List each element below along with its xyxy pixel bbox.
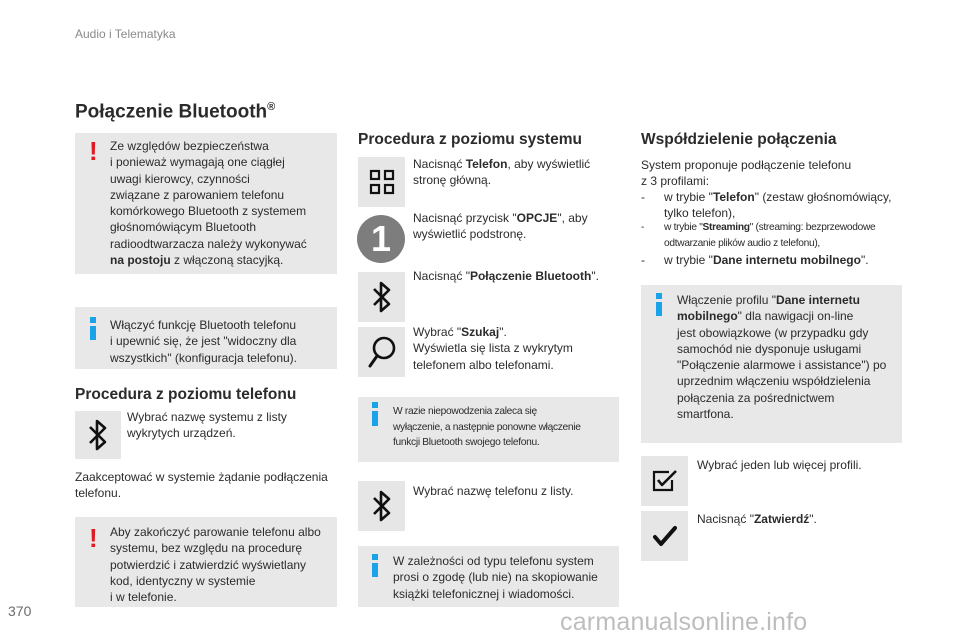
- step-select-profiles-text: Wybrać jeden lub więcej profili.: [697, 458, 862, 472]
- section-title-phone: Procedura z poziomu telefonu: [75, 386, 297, 403]
- bluetooth-icon: [75, 411, 121, 459]
- info-icon: [656, 302, 662, 316]
- page-number: 370: [8, 603, 32, 619]
- step-confirm-text: Nacisnąć "Zatwierdź".: [697, 512, 817, 526]
- section-header: Audio i Telematyka: [75, 27, 176, 41]
- info-icon: [372, 563, 378, 577]
- profile-list-item: - w trybie "Streaming" (streaming: bezprzewodowe odtwarzanie plików audio z telefonu),: [641, 222, 876, 249]
- info-icon: [90, 326, 96, 340]
- step-phone-text: Nacisnąć Telefon, aby wyświetlić stronę główną.: [413, 157, 591, 188]
- step-select-phone-text: Wybrać nazwę telefonu z listy.: [413, 484, 574, 498]
- exclamation-icon: !: [89, 136, 98, 166]
- checkbox-list-icon: [641, 456, 688, 506]
- step-options-text: Nacisnąć przycisk "OPCJE", aby wyświetlić podstronę.: [413, 211, 588, 242]
- page-title: Połączenie Bluetooth®: [75, 101, 276, 123]
- info-icon: [372, 411, 378, 426]
- bluetooth-icon: [358, 481, 405, 531]
- bluetooth-icon: [358, 272, 405, 322]
- info-text-mobile-data: Włączenie profilu "Dane internetu mobilnego" dla nawigacji on-line jest obowiązkowe (w przypadku gdy samochód nie dysponuje usługami "Połączenie alarmowe i assistance") po uprzednim włączeniu współdzielenia połączenia za pośrednictwem smartfona.: [677, 293, 887, 422]
- step-select-system-text: Wybrać nazwę systemu z listy wykrytych urządzeń.: [127, 410, 287, 441]
- warning-text-pairing: Aby zakończyć parowanie telefonu albo systemu, bez względu na procedurę potwierdzić i zatwierdzić wyświetlany kod, identyczny w systemie i w telefonie.: [110, 525, 321, 605]
- info-text-phonebook: W zależności od typu telefonu system prosi o zgodę (lub nie) na skopiowanie książki telefonicznej i wiadomości.: [393, 554, 598, 601]
- step-search-text: Wybrać "Szukaj". Wyświetla się lista z wykrytym telefonem albo telefonami.: [413, 325, 573, 372]
- grid-icon: [358, 157, 405, 207]
- section-title-system: Procedura z poziomu systemu: [358, 131, 582, 148]
- step-bluetooth-connection-text: Nacisnąć "Połączenie Bluetooth".: [413, 269, 599, 283]
- magnifier-icon: [358, 327, 405, 377]
- watermark: carmanualsonline.info: [560, 608, 808, 636]
- accept-request-text: Zaakceptować w systemie żądanie podłączenia telefonu.: [75, 470, 328, 501]
- sharing-intro-text: System proponuje podłączenie telefonu z 3 profilami:: [641, 158, 852, 189]
- checkmark-icon: [641, 511, 688, 561]
- profile-list-item: - w trybie "Telefon" (zestaw głośnomówiący, tylko telefon),: [641, 190, 892, 221]
- warning-text-safety: Ze względów bezpieczeństwa i ponieważ wymagają one ciągłej uwagi kierowcy, czynności związane z parowaniem telefonu komórkowego Bluetooth z systemem głośnomówiącym Bluetooth radioodtwarzacza należy wykonywać na postoju z włączoną stacyjką.: [110, 139, 307, 268]
- step-number-badge: 1: [357, 215, 405, 263]
- profile-list-item: - w trybie "Dane internetu mobilnego".: [641, 253, 869, 267]
- info-text-failure: W razie niepowodzenia zaleca się wyłączenie, a następnie ponowne włączenie funkcji Bluetooth swojego telefonu.: [393, 406, 581, 449]
- section-title-sharing: Współdzielenie połączenia: [641, 131, 837, 148]
- exclamation-icon: !: [89, 523, 98, 553]
- info-text-visibility: Włączyć funkcję Bluetooth telefonu i upewnić się, że jest "widoczny dla wszystkich" (konfiguracja telefonu).: [110, 318, 298, 365]
